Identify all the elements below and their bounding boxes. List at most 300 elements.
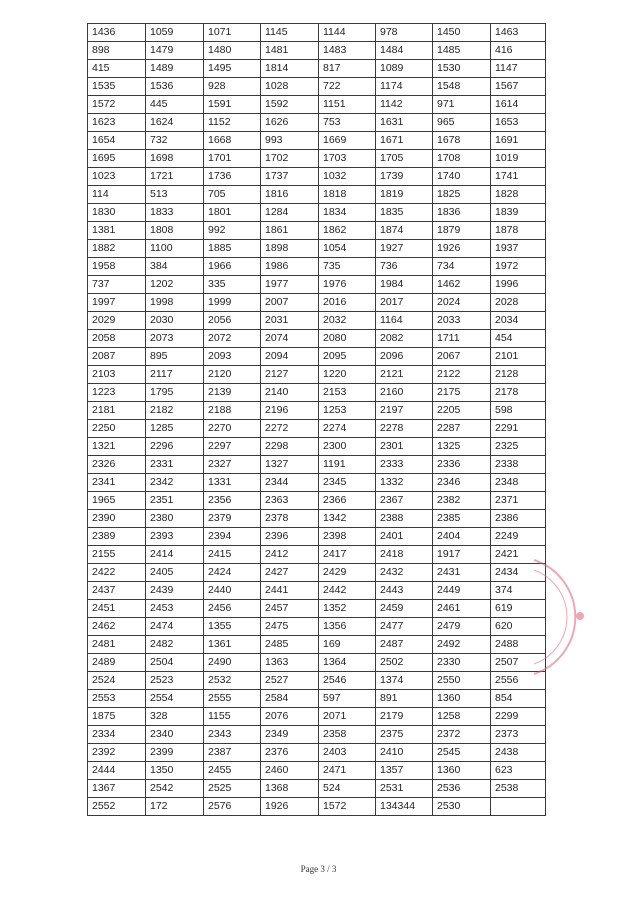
table-cell: 2076 xyxy=(261,708,319,726)
table-cell: 1220 xyxy=(319,366,376,384)
table-cell: 2556 xyxy=(491,672,546,690)
table-cell: 2197 xyxy=(376,402,433,420)
table-cell: 1258 xyxy=(433,708,491,726)
table-cell: 620 xyxy=(491,618,546,636)
table-cell: 1624 xyxy=(146,114,204,132)
table-cell: 1836 xyxy=(433,204,491,222)
table-cell: 1151 xyxy=(319,96,376,114)
table-cell: 2121 xyxy=(376,366,433,384)
table-cell: 2342 xyxy=(146,474,204,492)
table-cell: 2443 xyxy=(376,582,433,600)
table-cell: 2390 xyxy=(88,510,146,528)
table-row xyxy=(88,150,546,168)
table-cell: 454 xyxy=(491,330,546,348)
table-cell: 1614 xyxy=(491,96,546,114)
table-cell: 2058 xyxy=(88,330,146,348)
table-cell: 2032 xyxy=(319,312,376,330)
table-cell: 1360 xyxy=(433,762,491,780)
table-cell: 2301 xyxy=(376,438,433,456)
table-row xyxy=(88,654,546,672)
table-cell: 2523 xyxy=(146,672,204,690)
table-cell: 753 xyxy=(319,114,376,132)
table-row xyxy=(88,294,546,312)
table-cell: 993 xyxy=(261,132,319,150)
table-cell: 1737 xyxy=(261,168,319,186)
table-cell: 2101 xyxy=(491,348,546,366)
table-cell: 1202 xyxy=(146,276,204,294)
table-cell: 1833 xyxy=(146,204,204,222)
table-cell: 2117 xyxy=(146,366,204,384)
table-cell: 134344 xyxy=(376,798,433,816)
table-cell: 2437 xyxy=(88,582,146,600)
table-row xyxy=(88,690,546,708)
table-row xyxy=(88,564,546,582)
table-cell: 2373 xyxy=(491,726,546,744)
table-cell: 2028 xyxy=(491,294,546,312)
table-cell: 1818 xyxy=(319,186,376,204)
table-cell: 2343 xyxy=(204,726,261,744)
table-cell: 1998 xyxy=(146,294,204,312)
table-cell: 2031 xyxy=(261,312,319,330)
table-cell: 1355 xyxy=(204,618,261,636)
table-cell: 2538 xyxy=(491,780,546,798)
table-row xyxy=(88,258,546,276)
table-cell: 2378 xyxy=(261,510,319,528)
table-row xyxy=(88,384,546,402)
table-cell: 2380 xyxy=(146,510,204,528)
table-cell: 1631 xyxy=(376,114,433,132)
table-cell: 2415 xyxy=(204,546,261,564)
table-cell: 2250 xyxy=(88,420,146,438)
table-cell: 2363 xyxy=(261,492,319,510)
table-row xyxy=(88,744,546,762)
table-cell: 1535 xyxy=(88,78,146,96)
table-cell: 736 xyxy=(376,258,433,276)
table-cell: 1741 xyxy=(491,168,546,186)
table-cell: 1155 xyxy=(204,708,261,726)
table-cell: 1816 xyxy=(261,186,319,204)
table-cell: 1917 xyxy=(433,546,491,564)
table-cell: 2431 xyxy=(433,564,491,582)
table-cell: 1801 xyxy=(204,204,261,222)
table-cell: 2367 xyxy=(376,492,433,510)
table-cell: 2394 xyxy=(204,528,261,546)
table-cell: 1795 xyxy=(146,384,204,402)
table-cell: 2249 xyxy=(491,528,546,546)
table-cell: 2576 xyxy=(204,798,261,816)
table-cell: 2182 xyxy=(146,402,204,420)
table-cell: 2327 xyxy=(204,456,261,474)
table-cell: 2553 xyxy=(88,690,146,708)
table-cell: 1996 xyxy=(491,276,546,294)
table-cell: 2082 xyxy=(376,330,433,348)
table-cell: 2336 xyxy=(433,456,491,474)
table-cell: 992 xyxy=(204,222,261,240)
table-cell: 2333 xyxy=(376,456,433,474)
table-cell: 2389 xyxy=(88,528,146,546)
table-cell: 2093 xyxy=(204,348,261,366)
table-cell: 1495 xyxy=(204,60,261,78)
table-cell: 2453 xyxy=(146,600,204,618)
table-cell: 898 xyxy=(88,42,146,60)
table-cell: 2375 xyxy=(376,726,433,744)
table-row xyxy=(88,636,546,654)
table-cell: 2348 xyxy=(491,474,546,492)
table-cell: 513 xyxy=(146,186,204,204)
table-cell: 1032 xyxy=(319,168,376,186)
table-cell: 2403 xyxy=(319,744,376,762)
table-cell: 2297 xyxy=(204,438,261,456)
table-cell: 1739 xyxy=(376,168,433,186)
table-cell: 2531 xyxy=(376,780,433,798)
table-row xyxy=(88,330,546,348)
table-cell: 1695 xyxy=(88,150,146,168)
table-cell: 374 xyxy=(491,582,546,600)
table-cell: 1926 xyxy=(433,240,491,258)
table-cell: 2424 xyxy=(204,564,261,582)
table-cell: 2341 xyxy=(88,474,146,492)
table-cell: 1698 xyxy=(146,150,204,168)
table-cell: 2196 xyxy=(261,402,319,420)
table-cell: 1481 xyxy=(261,42,319,60)
table-cell: 2471 xyxy=(319,762,376,780)
table-cell: 895 xyxy=(146,348,204,366)
table-cell: 1705 xyxy=(376,150,433,168)
table-cell: 1174 xyxy=(376,78,433,96)
table-cell: 2087 xyxy=(88,348,146,366)
table-cell: 1708 xyxy=(433,150,491,168)
table-cell: 1361 xyxy=(204,636,261,654)
table-cell: 2067 xyxy=(433,348,491,366)
table-cell: 2487 xyxy=(376,636,433,654)
table-row xyxy=(88,492,546,510)
table-cell: 2442 xyxy=(319,582,376,600)
table-cell: 1669 xyxy=(319,132,376,150)
table-cell: 2460 xyxy=(261,762,319,780)
table-cell: 1927 xyxy=(376,240,433,258)
table-cell: 2139 xyxy=(204,384,261,402)
table-cell: 1966 xyxy=(204,258,261,276)
table-cell: 1830 xyxy=(88,204,146,222)
table-row xyxy=(88,78,546,96)
table-cell: 1374 xyxy=(376,672,433,690)
table-cell: 732 xyxy=(146,132,204,150)
table-cell: 2349 xyxy=(261,726,319,744)
table-cell: 524 xyxy=(319,780,376,798)
table-cell: 1325 xyxy=(433,438,491,456)
table-cell: 2330 xyxy=(433,654,491,672)
table-cell: 2398 xyxy=(319,528,376,546)
table-cell: 2073 xyxy=(146,330,204,348)
table-cell: 2457 xyxy=(261,600,319,618)
table-cell: 1536 xyxy=(146,78,204,96)
table-cell: 2272 xyxy=(261,420,319,438)
table-cell: 2030 xyxy=(146,312,204,330)
table-cell: 2584 xyxy=(261,690,319,708)
table-cell: 2524 xyxy=(88,672,146,690)
table-row xyxy=(88,96,546,114)
table-cell: 1819 xyxy=(376,186,433,204)
table-cell: 1332 xyxy=(376,474,433,492)
table-cell: 2140 xyxy=(261,384,319,402)
table-cell: 1059 xyxy=(146,24,204,42)
table-cell: 1874 xyxy=(376,222,433,240)
table-cell: 2418 xyxy=(376,546,433,564)
table-cell: 1567 xyxy=(491,78,546,96)
table-cell: 2094 xyxy=(261,348,319,366)
table-cell: 2080 xyxy=(319,330,376,348)
table-cell: 2331 xyxy=(146,456,204,474)
table-cell: 1814 xyxy=(261,60,319,78)
table-cell: 597 xyxy=(319,690,376,708)
table-cell: 1436 xyxy=(88,24,146,42)
table-cell: 1152 xyxy=(204,114,261,132)
table-cell xyxy=(491,798,546,816)
table-cell: 2326 xyxy=(88,456,146,474)
table-cell: 2532 xyxy=(204,672,261,690)
table-cell: 1223 xyxy=(88,384,146,402)
table-cell: 2399 xyxy=(146,744,204,762)
table-cell: 328 xyxy=(146,708,204,726)
table-cell: 1997 xyxy=(88,294,146,312)
table-cell: 2103 xyxy=(88,366,146,384)
table-cell: 1144 xyxy=(319,24,376,42)
table-cell: 169 xyxy=(319,636,376,654)
table-row xyxy=(88,510,546,528)
table-cell: 1875 xyxy=(88,708,146,726)
table-cell: 1671 xyxy=(376,132,433,150)
table-row xyxy=(88,186,546,204)
table-cell: 2385 xyxy=(433,510,491,528)
table-row xyxy=(88,366,546,384)
table-cell: 2179 xyxy=(376,708,433,726)
table-cell: 2434 xyxy=(491,564,546,582)
table-cell: 2393 xyxy=(146,528,204,546)
table-row xyxy=(88,762,546,780)
table-cell: 1986 xyxy=(261,258,319,276)
table-cell: 1327 xyxy=(261,456,319,474)
table-cell: 2462 xyxy=(88,618,146,636)
table-cell: 2554 xyxy=(146,690,204,708)
table-cell: 2270 xyxy=(204,420,261,438)
table-cell: 2007 xyxy=(261,294,319,312)
table-row xyxy=(88,726,546,744)
table-cell: 2072 xyxy=(204,330,261,348)
table-cell: 2432 xyxy=(376,564,433,582)
table-cell: 1342 xyxy=(319,510,376,528)
table-cell: 2388 xyxy=(376,510,433,528)
table-body xyxy=(88,24,546,816)
table-cell: 1711 xyxy=(433,330,491,348)
table-cell: 2016 xyxy=(319,294,376,312)
table-cell: 2029 xyxy=(88,312,146,330)
table-cell: 2387 xyxy=(204,744,261,762)
table-cell: 2427 xyxy=(261,564,319,582)
table-row xyxy=(88,114,546,132)
table-cell: 965 xyxy=(433,114,491,132)
table-cell: 1548 xyxy=(433,78,491,96)
table-cell: 2287 xyxy=(433,420,491,438)
table-cell: 1882 xyxy=(88,240,146,258)
table-cell: 1253 xyxy=(319,402,376,420)
table-row xyxy=(88,168,546,186)
table-cell: 2122 xyxy=(433,366,491,384)
table-cell: 1862 xyxy=(319,222,376,240)
table-cell: 1367 xyxy=(88,780,146,798)
table-row xyxy=(88,456,546,474)
table-row xyxy=(88,402,546,420)
table-cell: 1142 xyxy=(376,96,433,114)
table-cell: 2160 xyxy=(376,384,433,402)
table-cell: 1489 xyxy=(146,60,204,78)
table-cell: 2392 xyxy=(88,744,146,762)
table-cell: 1381 xyxy=(88,222,146,240)
table-cell: 2376 xyxy=(261,744,319,762)
table-cell: 1145 xyxy=(261,24,319,42)
table-cell: 2074 xyxy=(261,330,319,348)
table-cell: 978 xyxy=(376,24,433,42)
table-cell: 2546 xyxy=(319,672,376,690)
table-cell: 2530 xyxy=(433,798,491,816)
table-cell: 2127 xyxy=(261,366,319,384)
table-cell: 2278 xyxy=(376,420,433,438)
table-cell: 2346 xyxy=(433,474,491,492)
table-cell: 1825 xyxy=(433,186,491,204)
table-cell: 2382 xyxy=(433,492,491,510)
table-cell: 2372 xyxy=(433,726,491,744)
table-cell: 1691 xyxy=(491,132,546,150)
table-cell: 891 xyxy=(376,690,433,708)
table-cell: 2439 xyxy=(146,582,204,600)
table-cell: 2120 xyxy=(204,366,261,384)
table-cell: 2552 xyxy=(88,798,146,816)
table-cell: 1530 xyxy=(433,60,491,78)
seal-dot xyxy=(577,613,583,619)
table-cell: 1701 xyxy=(204,150,261,168)
table-cell: 2345 xyxy=(319,474,376,492)
table-cell: 1360 xyxy=(433,690,491,708)
table-cell: 2492 xyxy=(433,636,491,654)
table-cell: 1834 xyxy=(319,204,376,222)
table-cell: 2489 xyxy=(88,654,146,672)
table-cell: 2153 xyxy=(319,384,376,402)
table-cell: 2351 xyxy=(146,492,204,510)
table-cell: 114 xyxy=(88,186,146,204)
table-cell: 2178 xyxy=(491,384,546,402)
table-row xyxy=(88,24,546,42)
table-cell: 2421 xyxy=(491,546,546,564)
table-cell: 2175 xyxy=(433,384,491,402)
table-cell: 2401 xyxy=(376,528,433,546)
table-row xyxy=(88,528,546,546)
table-cell: 2440 xyxy=(204,582,261,600)
table-cell: 2096 xyxy=(376,348,433,366)
table-cell: 1331 xyxy=(204,474,261,492)
table-row xyxy=(88,276,546,294)
table-cell: 2475 xyxy=(261,618,319,636)
table-cell: 415 xyxy=(88,60,146,78)
table-row xyxy=(88,312,546,330)
table-cell: 2542 xyxy=(146,780,204,798)
table-cell: 1828 xyxy=(491,186,546,204)
table-row xyxy=(88,348,546,366)
table-cell: 2299 xyxy=(491,708,546,726)
table-row xyxy=(88,438,546,456)
table-cell: 2034 xyxy=(491,312,546,330)
table-cell: 2461 xyxy=(433,600,491,618)
table-row xyxy=(88,798,546,816)
table-row xyxy=(88,708,546,726)
table-cell: 2417 xyxy=(319,546,376,564)
table-cell: 1898 xyxy=(261,240,319,258)
table-cell: 1878 xyxy=(491,222,546,240)
table-cell: 2438 xyxy=(491,744,546,762)
table-cell: 1999 xyxy=(204,294,261,312)
table-row xyxy=(88,600,546,618)
table-cell: 1984 xyxy=(376,276,433,294)
table-cell: 1879 xyxy=(433,222,491,240)
table-cell: 2033 xyxy=(433,312,491,330)
table-cell: 416 xyxy=(491,42,546,60)
table-cell: 1958 xyxy=(88,258,146,276)
table-cell: 2479 xyxy=(433,618,491,636)
table-cell: 384 xyxy=(146,258,204,276)
table-cell: 1808 xyxy=(146,222,204,240)
table-cell: 2412 xyxy=(261,546,319,564)
table-cell: 1350 xyxy=(146,762,204,780)
table-cell: 1164 xyxy=(376,312,433,330)
table-cell: 817 xyxy=(319,60,376,78)
table-cell: 1839 xyxy=(491,204,546,222)
table-cell: 2429 xyxy=(319,564,376,582)
table-cell: 2550 xyxy=(433,672,491,690)
table-cell: 1861 xyxy=(261,222,319,240)
table-cell: 1357 xyxy=(376,762,433,780)
table-cell: 1147 xyxy=(491,60,546,78)
table-cell: 2441 xyxy=(261,582,319,600)
table-cell: 2488 xyxy=(491,636,546,654)
table-cell: 2340 xyxy=(146,726,204,744)
table-cell: 1654 xyxy=(88,132,146,150)
table-cell: 2396 xyxy=(261,528,319,546)
number-table xyxy=(87,23,546,816)
table-cell: 2128 xyxy=(491,366,546,384)
table-cell: 1926 xyxy=(261,798,319,816)
table-cell: 1462 xyxy=(433,276,491,294)
table-cell: 705 xyxy=(204,186,261,204)
table-cell: 2444 xyxy=(88,762,146,780)
table-cell: 2456 xyxy=(204,600,261,618)
table-cell: 1484 xyxy=(376,42,433,60)
table-cell: 2481 xyxy=(88,636,146,654)
table-cell: 2490 xyxy=(204,654,261,672)
table-cell: 1668 xyxy=(204,132,261,150)
table-cell: 2386 xyxy=(491,510,546,528)
table-cell: 172 xyxy=(146,798,204,816)
table-cell: 1702 xyxy=(261,150,319,168)
table-row xyxy=(88,420,546,438)
table-cell: 1363 xyxy=(261,654,319,672)
table-cell: 1885 xyxy=(204,240,261,258)
table-cell: 1028 xyxy=(261,78,319,96)
table-cell: 1740 xyxy=(433,168,491,186)
table-cell: 2356 xyxy=(204,492,261,510)
table-cell: 2555 xyxy=(204,690,261,708)
table-cell: 971 xyxy=(433,96,491,114)
table-cell: 722 xyxy=(319,78,376,96)
table-row xyxy=(88,240,546,258)
table-row xyxy=(88,780,546,798)
